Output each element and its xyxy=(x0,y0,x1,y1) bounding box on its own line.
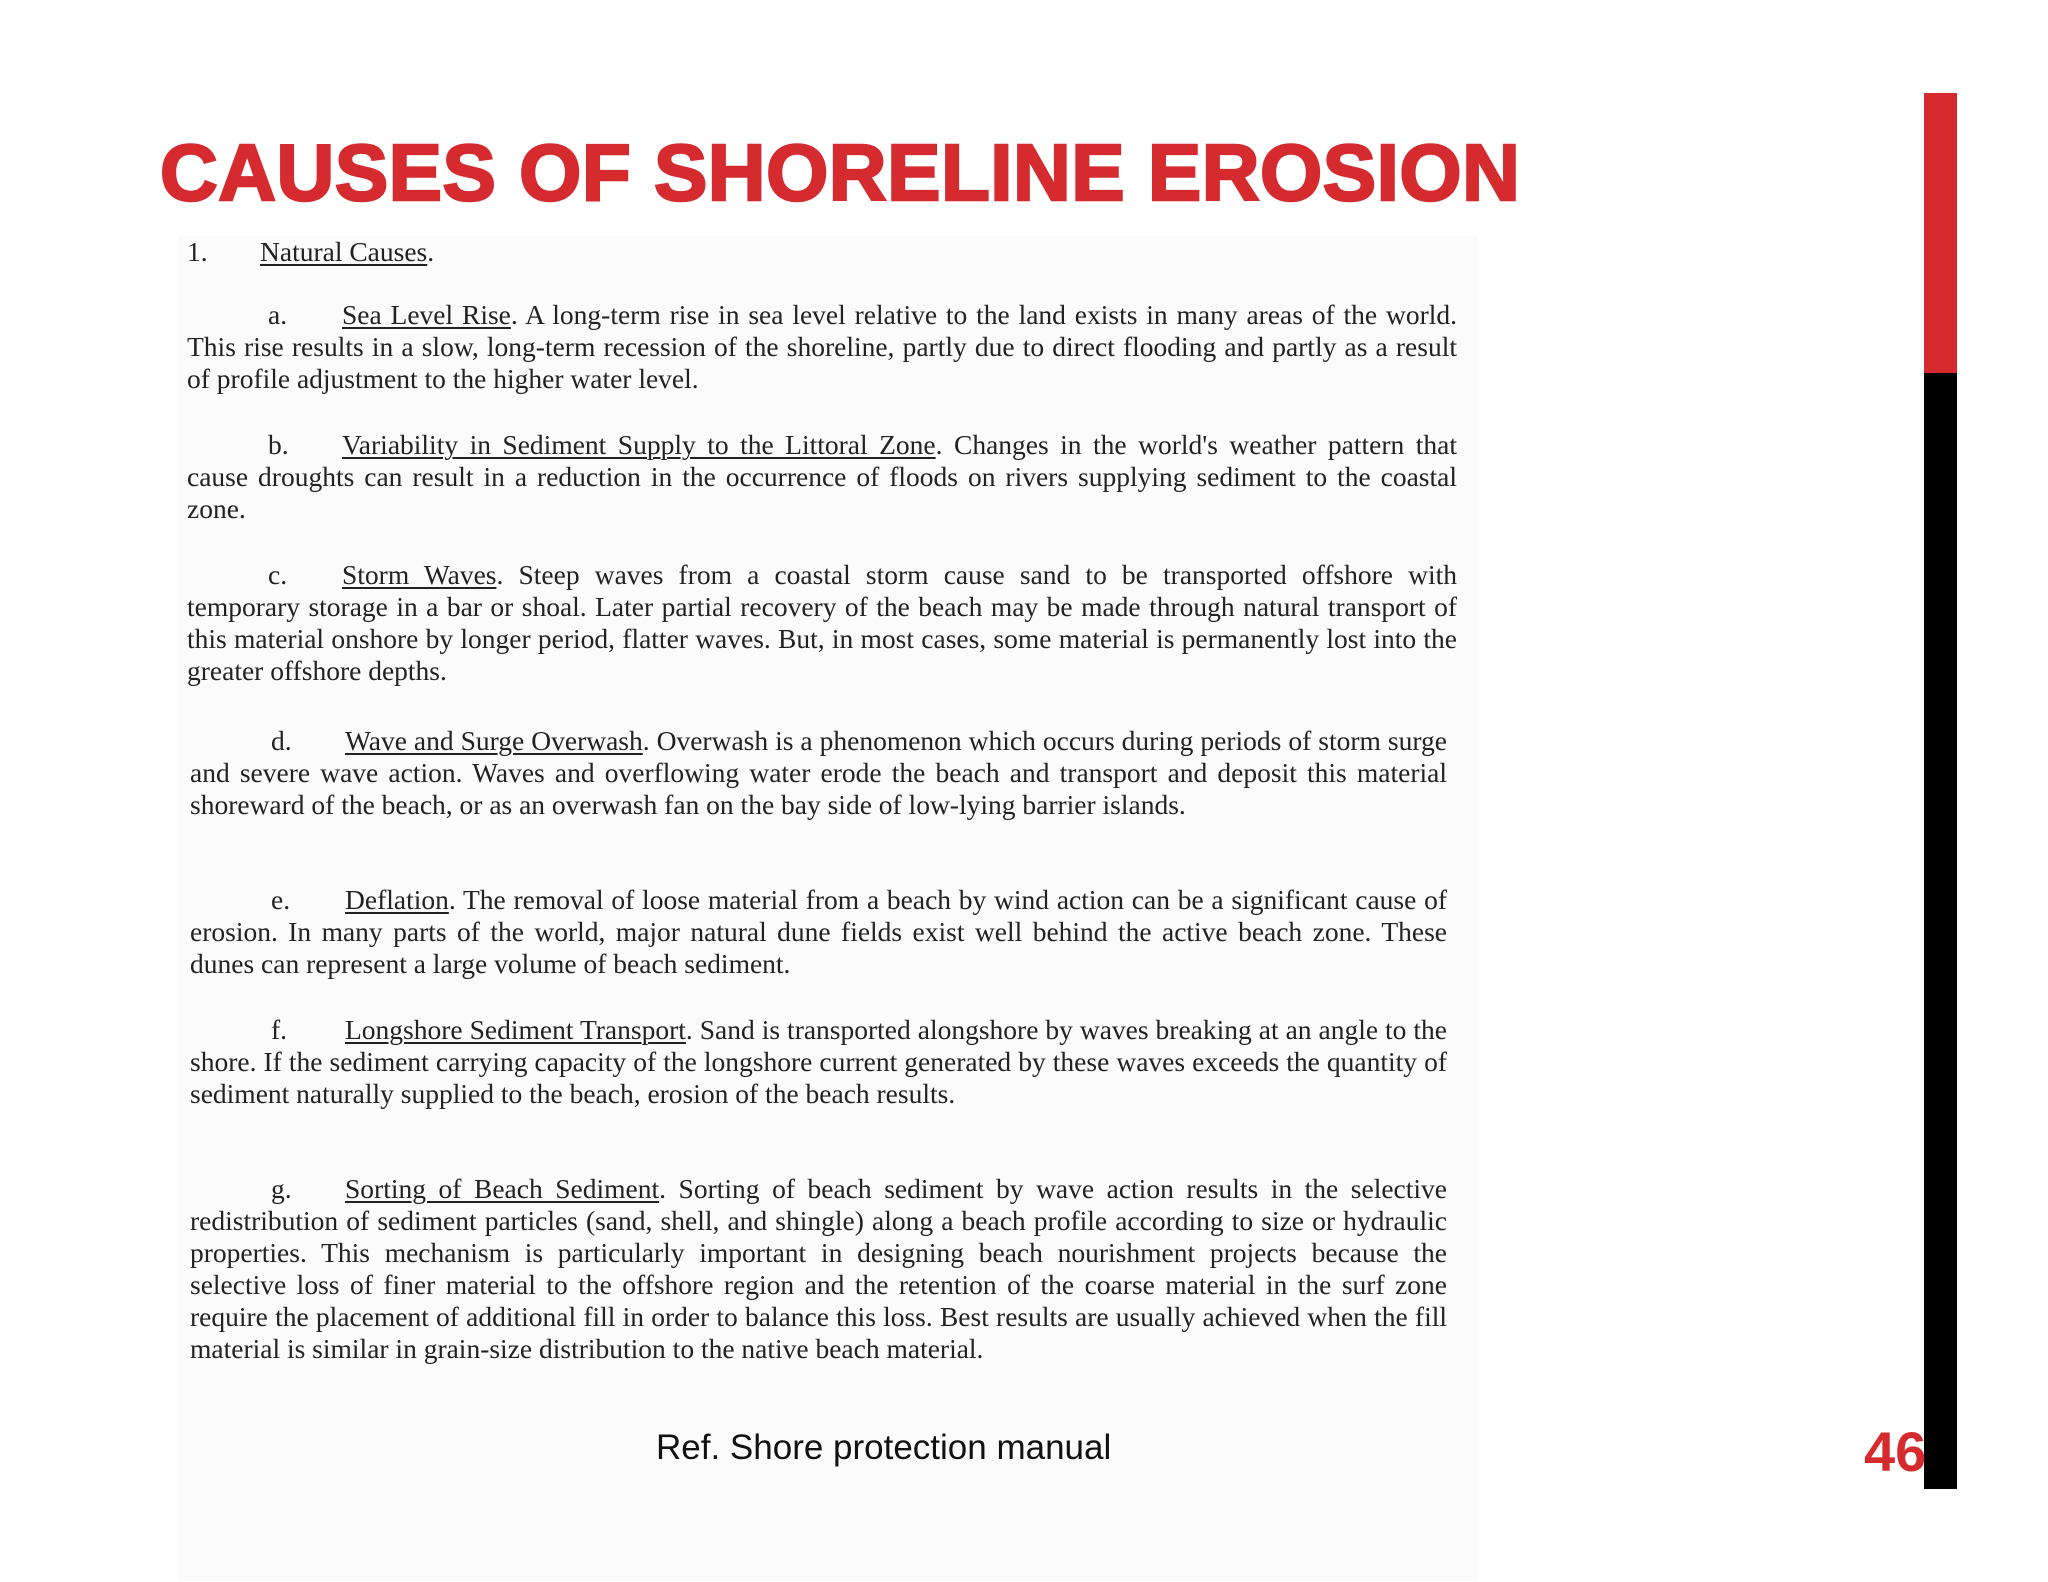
item-heading: Sorting of Beach Sediment xyxy=(345,1173,660,1204)
item-heading: Wave and Surge Overwash xyxy=(345,725,643,756)
item-letter: e. xyxy=(271,884,291,915)
item-letter: c. xyxy=(268,559,288,590)
item-heading: Longshore Sediment Transport xyxy=(345,1014,686,1045)
section-suffix: . xyxy=(427,236,435,267)
item-heading: Deflation xyxy=(345,884,449,915)
item-e xyxy=(190,884,1447,980)
item-heading: Sea Level Rise xyxy=(342,299,511,330)
item-letter: d. xyxy=(271,725,292,756)
item-a xyxy=(187,299,1457,395)
item-g xyxy=(190,1173,1447,1365)
item-b xyxy=(187,429,1457,525)
item-text: . Sand is transported alongshore by waves breaking at an angle to the shore. If the sediment carrying capacity of the longshore current generated by these waves exceeds the quantity of sediment naturally supplied to the beach, erosion of the beach results. xyxy=(190,1014,1447,1109)
item-letter: g. xyxy=(271,1173,292,1204)
item-text: . Changes in the world's weather pattern that cause droughts can result in a reduction in the occurrence of floods on rivers supplying sediment to the coastal zone. xyxy=(187,429,1457,524)
section-number: 1. xyxy=(187,236,208,267)
item-letter: a. xyxy=(268,299,288,330)
item-letter: f. xyxy=(271,1014,288,1045)
item-f xyxy=(190,1014,1447,1110)
slide-title: CAUSES OF SHORELINE EROSION xyxy=(160,128,1521,217)
item-text: . The removal of loose material from a beach by wind action can be a significant cause of erosion. In many parts of the world, major natural dune fields exist well behind the active beach zone. These dunes can represent a large volume of beach sediment. xyxy=(190,884,1447,979)
item-text: . Steep waves from a coastal storm cause sand to be transported offshore with temporary storage in a bar or shoal. Later partial recovery of the beach may be made through natural transport of this material onshore by longer period, flatter waves. But, in most cases, some material is permanently lost into the greater offshore depths. xyxy=(187,559,1457,686)
reference-note: Ref. Shore protection manual xyxy=(656,1428,1112,1467)
item-text: . A long-term rise in sea level relative to the land exists in many areas of the world. This rise results in a slow, long-term recession of the shoreline, partly due to direct flooding and partly as a result of profile adjustment to the higher water level. xyxy=(187,299,1457,394)
section-title: Natural Causes xyxy=(260,236,428,267)
accent-bar-black xyxy=(1924,373,1957,1489)
item-heading: Variability in Sediment Supply to the Littoral Zone xyxy=(342,429,936,460)
page-number: 46 xyxy=(1864,1420,1927,1483)
item-text: . Sorting of beach sediment by wave action results in the selective redistribution of sediment particles (sand, shell, and shingle) along a beach profile according to size or hydraulic properties. This mechanism is particularly important in designing beach nourishment projects because the selective loss of finer material to the offshore region and the retention of the coarse material in the surf zone require the placement of additional fill in order to balance this loss. Best results are usually achieved when the fill material is similar in grain-size distribution to the native beach material. xyxy=(190,1173,1447,1364)
accent-bar-red xyxy=(1924,93,1957,373)
item-letter: b. xyxy=(268,429,289,460)
section-heading xyxy=(187,236,434,268)
item-c xyxy=(187,559,1457,687)
item-text: . Overwash is a phenomenon which occurs during periods of storm surge and severe wave action. Waves and overflowing water erode the beach and transport and deposit this material shoreward of the beach, or as an overwash fan on the bay side of low-lying barrier islands. xyxy=(190,725,1447,820)
item-d xyxy=(190,725,1447,821)
scanned-document xyxy=(178,236,1478,1581)
item-heading: Storm Waves xyxy=(342,559,497,590)
